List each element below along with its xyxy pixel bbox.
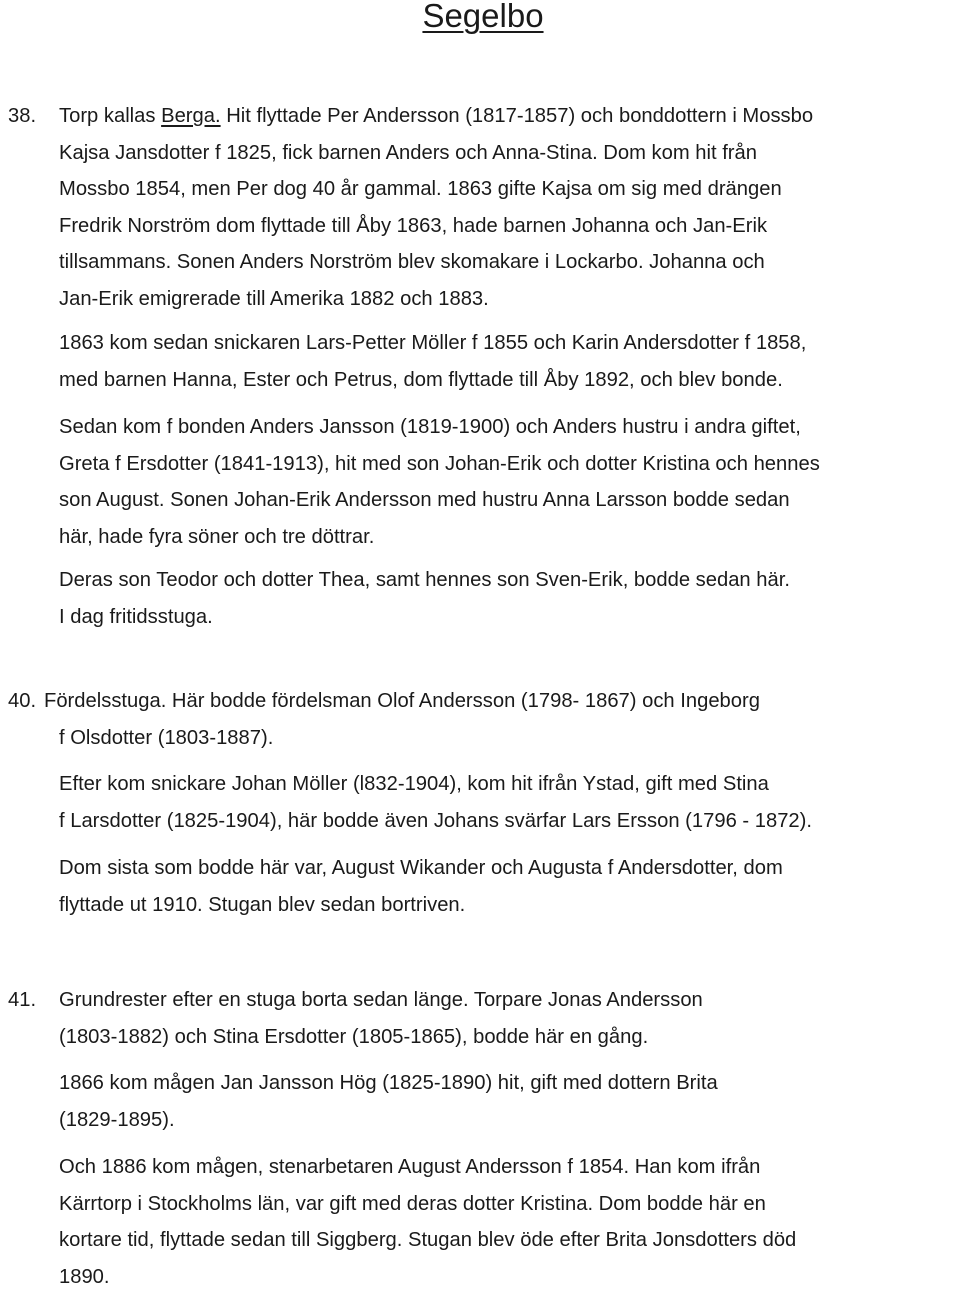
text-line: Fördelsstuga. Här bodde fördelsman Olof Andersson (1798- 1867) och Ingeborg [44, 683, 939, 720]
text-line: kortare tid, flyttade sedan till Siggberg. Stugan blev öde efter Brita Jonsdotters död [59, 1222, 954, 1259]
text-line: Sedan kom f bonden Anders Jansson (1819-1900) och Anders hustru i andra giftet, [59, 409, 954, 446]
text-line: f Olsdotter (1803-1887). [44, 720, 939, 757]
text-line: Dom sista som bodde här var, August Wikander och Augusta f Andersdotter, dom [59, 850, 954, 887]
text-line: Kärrtorp i Stockholms län, var gift med deras dotter Kristina. Dom bodde här en [59, 1186, 954, 1223]
text-line: Deras son Teodor och dotter Thea, samt hennes son Sven-Erik, bodde sedan här. [59, 562, 954, 599]
text-line: 1890. [59, 1259, 954, 1295]
text-line: Mossbo 1854, men Per dog 40 år gammal. 1863 gifte Kajsa om sig med drängen [59, 171, 954, 208]
entry-41-paragraph-3 [59, 1149, 954, 1295]
entry-number: 41. [8, 982, 36, 1019]
entry-41-paragraph-2 [59, 1065, 954, 1138]
berga-link[interactable]: Berga. [161, 105, 220, 127]
text-line: Jan-Erik emigrerade till Amerika 1882 och 1883. [59, 281, 954, 318]
text-line: Kajsa Jansdotter f 1825, fick barnen Anders och Anna-Stina. Dom kom hit från [59, 135, 954, 172]
entry-number: 38. [8, 98, 36, 135]
text-line: Greta f Ersdotter (1841-1913), hit med son Johan-Erik och dotter Kristina och hennes [59, 446, 954, 483]
text-line: tillsammans. Sonen Anders Norström blev skomakare i Lockarbo. Johanna och [59, 244, 954, 281]
entry-number: 40. [8, 683, 36, 720]
text-line: 1866 kom mågen Jan Jansson Hög (1825-1890) hit, gift med dottern Brita [59, 1065, 954, 1102]
text-line: son August. Sonen Johan-Erik Andersson med hustru Anna Larsson bodde sedan [59, 482, 954, 519]
text-line: Fredrik Norström dom flyttade till Åby 1863, hade barnen Johanna och Jan-Erik [59, 208, 954, 245]
text-line: Och 1886 kom mågen, stenarbetaren August Andersson f 1854. Han kom ifrån [59, 1149, 954, 1186]
entry-38-paragraph-4 [59, 562, 954, 635]
text-line: 1863 kom sedan snickaren Lars-Petter Möller f 1855 och Karin Andersdotter f 1858, [59, 325, 954, 362]
text-line: (1829-1895). [59, 1102, 954, 1139]
text-line: Torp kallas Berga. Hit flyttade Per Andersson (1817-1857) och bonddottern i Mossbo [59, 98, 954, 135]
text-line: här, hade fyra söner och tre döttrar. [59, 519, 954, 556]
entry-40-paragraph-3 [59, 850, 954, 923]
text-line: I dag fritidsstuga. [59, 599, 954, 636]
entry-40-paragraph-2 [59, 766, 954, 839]
entry-38-paragraph-2 [59, 325, 954, 398]
entry-41-paragraph-1 [59, 982, 954, 1055]
page-title: Segelbo [0, 0, 960, 36]
text-line: (1803-1882) och Stina Ersdotter (1805-1865), bodde här en gång. [59, 1019, 954, 1056]
text-line: f Larsdotter (1825-1904), här bodde även Johans svärfar Lars Ersson (1796 - 1872). [59, 803, 954, 840]
entry-38-paragraph-1 [59, 98, 954, 317]
text-line: flyttade ut 1910. Stugan blev sedan bortriven. [59, 887, 954, 924]
text-line: Grundrester efter en stuga borta sedan länge. Torpare Jonas Andersson [59, 982, 954, 1019]
entry-38-paragraph-3 [59, 409, 954, 555]
text-line: med barnen Hanna, Ester och Petrus, dom flyttade till Åby 1892, och blev bonde. [59, 362, 954, 399]
text-line: Efter kom snickare Johan Möller (l832-1904), kom hit ifrån Ystad, gift med Stina [59, 766, 954, 803]
entry-40-paragraph-1 [44, 683, 939, 756]
